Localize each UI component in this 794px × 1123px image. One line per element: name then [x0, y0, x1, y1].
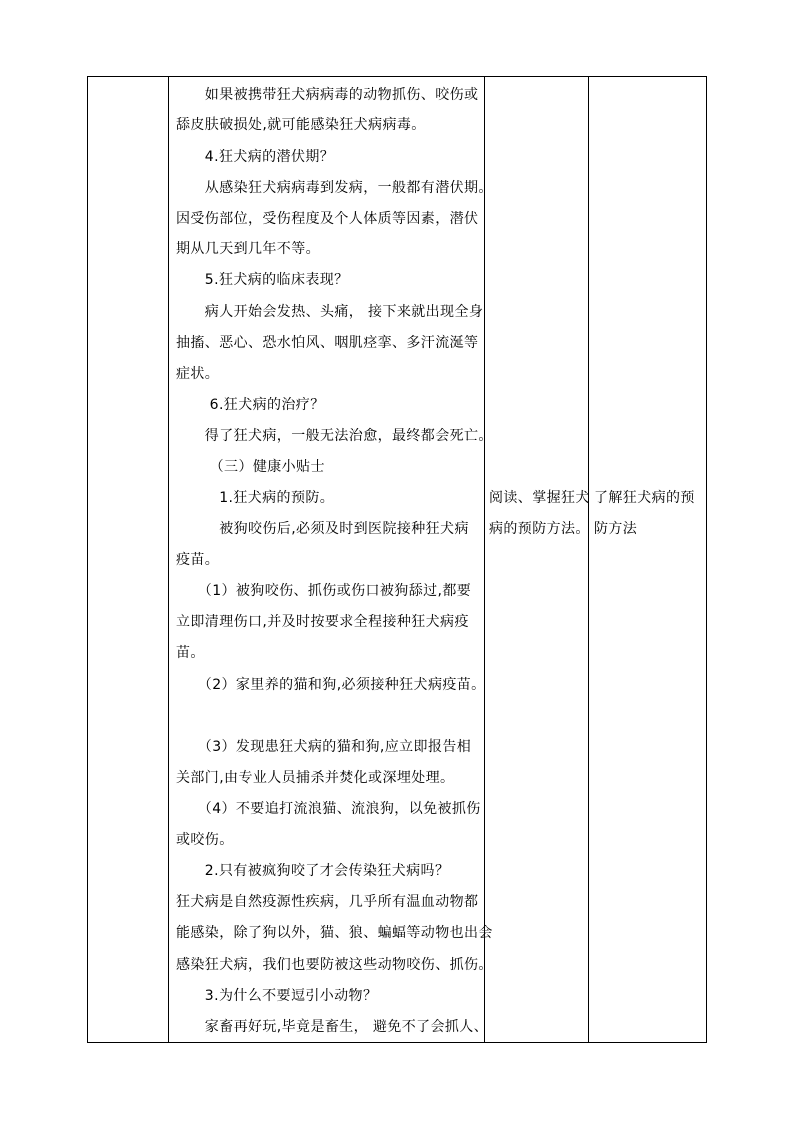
goal-line: 了解狂犬病的预 — [594, 490, 695, 506]
content-line: 症状。 — [176, 366, 220, 382]
content-line: 得了狂犬病，一般无法治愈，最终都会死亡。 — [176, 428, 493, 444]
column-divider — [484, 77, 485, 1042]
content-line: 因受伤部位，受伤程度及个人体质等因素，潜伏 — [176, 211, 479, 227]
activity-line: 阅读、掌握狂犬 — [489, 490, 590, 506]
content-line: （2）家里养的猫和狗,必须接种狂犬病疫苗。 — [176, 677, 486, 693]
lesson-plan-table — [87, 76, 707, 1043]
content-line: 或咬伤。 — [176, 832, 234, 848]
goal-line: 防方法 — [594, 521, 638, 537]
content-line: 能感染，除了狗以外，猫、狼、蝙蝠等动物也出会 — [176, 925, 493, 941]
content-line: 家畜再好玩,毕竟是畜生， 避免不了会抓人、 — [176, 1019, 489, 1035]
content-line: 关部门,由专业人员捕杀并焚化或深埋处理。 — [176, 770, 455, 786]
content-line: 5.狂犬病的临床表现？ — [176, 272, 349, 288]
content-line: 2.只有被疯狗咬了才会传染狂犬病吗？ — [176, 863, 450, 879]
content-line: 狂犬病是自然疫源性疾病，几乎所有温血动物都 — [176, 894, 479, 910]
content-line: （1）被狗咬伤、抓伤或伤口被狗舔过,都要 — [176, 583, 472, 599]
content-line: 感染狂犬病，我们也要防被这些动物咬伤、抓伤。 — [176, 957, 493, 973]
content-line: （三）健康小贴士 — [176, 459, 325, 475]
activity-line: 病的预防方法。 — [489, 521, 590, 537]
content-line: 4.狂犬病的潜伏期？ — [176, 149, 335, 165]
content-line: 抽搐、恶心、恐水怕风、咽肌痉挛、多汗流涎等 — [176, 335, 479, 351]
content-line: 疫苗。 — [176, 552, 220, 568]
content-line: 舔皮肤破损处,就可能感染狂犬病病毒。 — [176, 117, 426, 133]
content-line: 期从几天到几年不等。 — [176, 241, 320, 257]
content-line: 病人开始会发热、头痛， 接下来就出现全身 — [176, 304, 484, 320]
column-divider — [588, 77, 589, 1042]
content-line: 3.为什么不要逗引小动物？ — [176, 988, 378, 1004]
content-line: （4）不要追打流浪猫、流浪狗，以免被抓伤 — [176, 801, 481, 817]
content-line: 6.狂犬病的治疗？ — [176, 397, 325, 413]
content-line: （3）发现患狂犬病的猫和狗,应立即报告相 — [176, 739, 472, 755]
content-line: 如果被携带狂犬病病毒的动物抓伤、咬伤或 — [176, 87, 479, 103]
content-line: 苗。 — [176, 645, 205, 661]
content-line: 从感染狂犬病病毒到发病，一般都有潜伏期。 — [176, 180, 493, 196]
content-line: 1.狂犬病的预防。 — [176, 490, 335, 506]
column-divider — [168, 77, 169, 1042]
content-line: 立即清理伤口,并及时按要求全程接种狂犬病疫 — [176, 614, 469, 630]
content-line: 被狗咬伤后,必须及时到医院接种狂犬病 — [176, 521, 469, 537]
